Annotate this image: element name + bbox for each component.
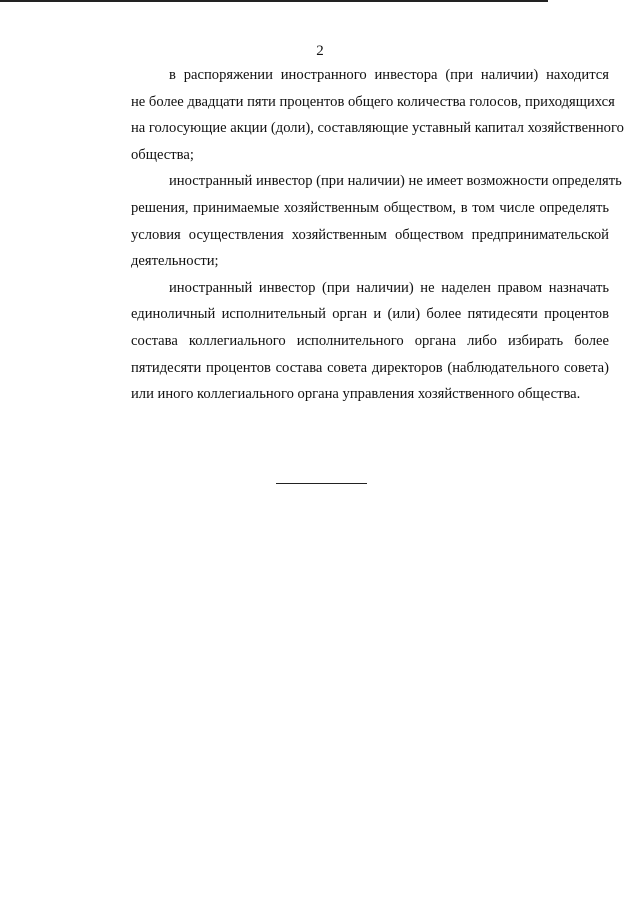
paragraph-appointment-rights xyxy=(93,275,609,408)
text-line: иностранный инвестор (при наличии) не наделен правом назначать xyxy=(169,279,609,296)
paragraph-decisions xyxy=(93,168,622,274)
end-separator-line xyxy=(276,483,367,484)
text-line: или иного коллегиального органа управления хозяйственного общества. xyxy=(131,386,581,403)
text-line: иностранный инвестор (при наличии) не имеет возможности определять xyxy=(169,173,622,190)
text-line: решения, принимаемые хозяйственным обществом, в том числе определять xyxy=(131,199,609,216)
text-line: единоличный исполнительный орган и (или) более пятидесяти процентов xyxy=(131,306,609,323)
text-line: условия осуществления хозяйственным обществом предпринимательской xyxy=(131,226,609,243)
text-line: общества; xyxy=(131,146,194,163)
top-border-line xyxy=(0,0,548,2)
text-line: не более двадцати пяти процентов общего количества голосов, приходящихся xyxy=(131,93,615,110)
text-line: пятидесяти процентов состава совета директоров (наблюдательного совета) xyxy=(131,359,609,376)
paragraph-voting-share xyxy=(93,62,624,168)
document-body xyxy=(93,62,624,408)
text-line: в распоряжении иностранного инвестора (при наличии) находится xyxy=(169,67,609,83)
text-line: на голосующие акции (доли), составляющие уставный капитал хозяйственного xyxy=(131,120,624,137)
text-line: состава коллегиального исполнительного органа либо избирать более xyxy=(131,332,609,349)
text-line: деятельности; xyxy=(131,253,219,270)
page-number: 2 xyxy=(316,43,324,59)
